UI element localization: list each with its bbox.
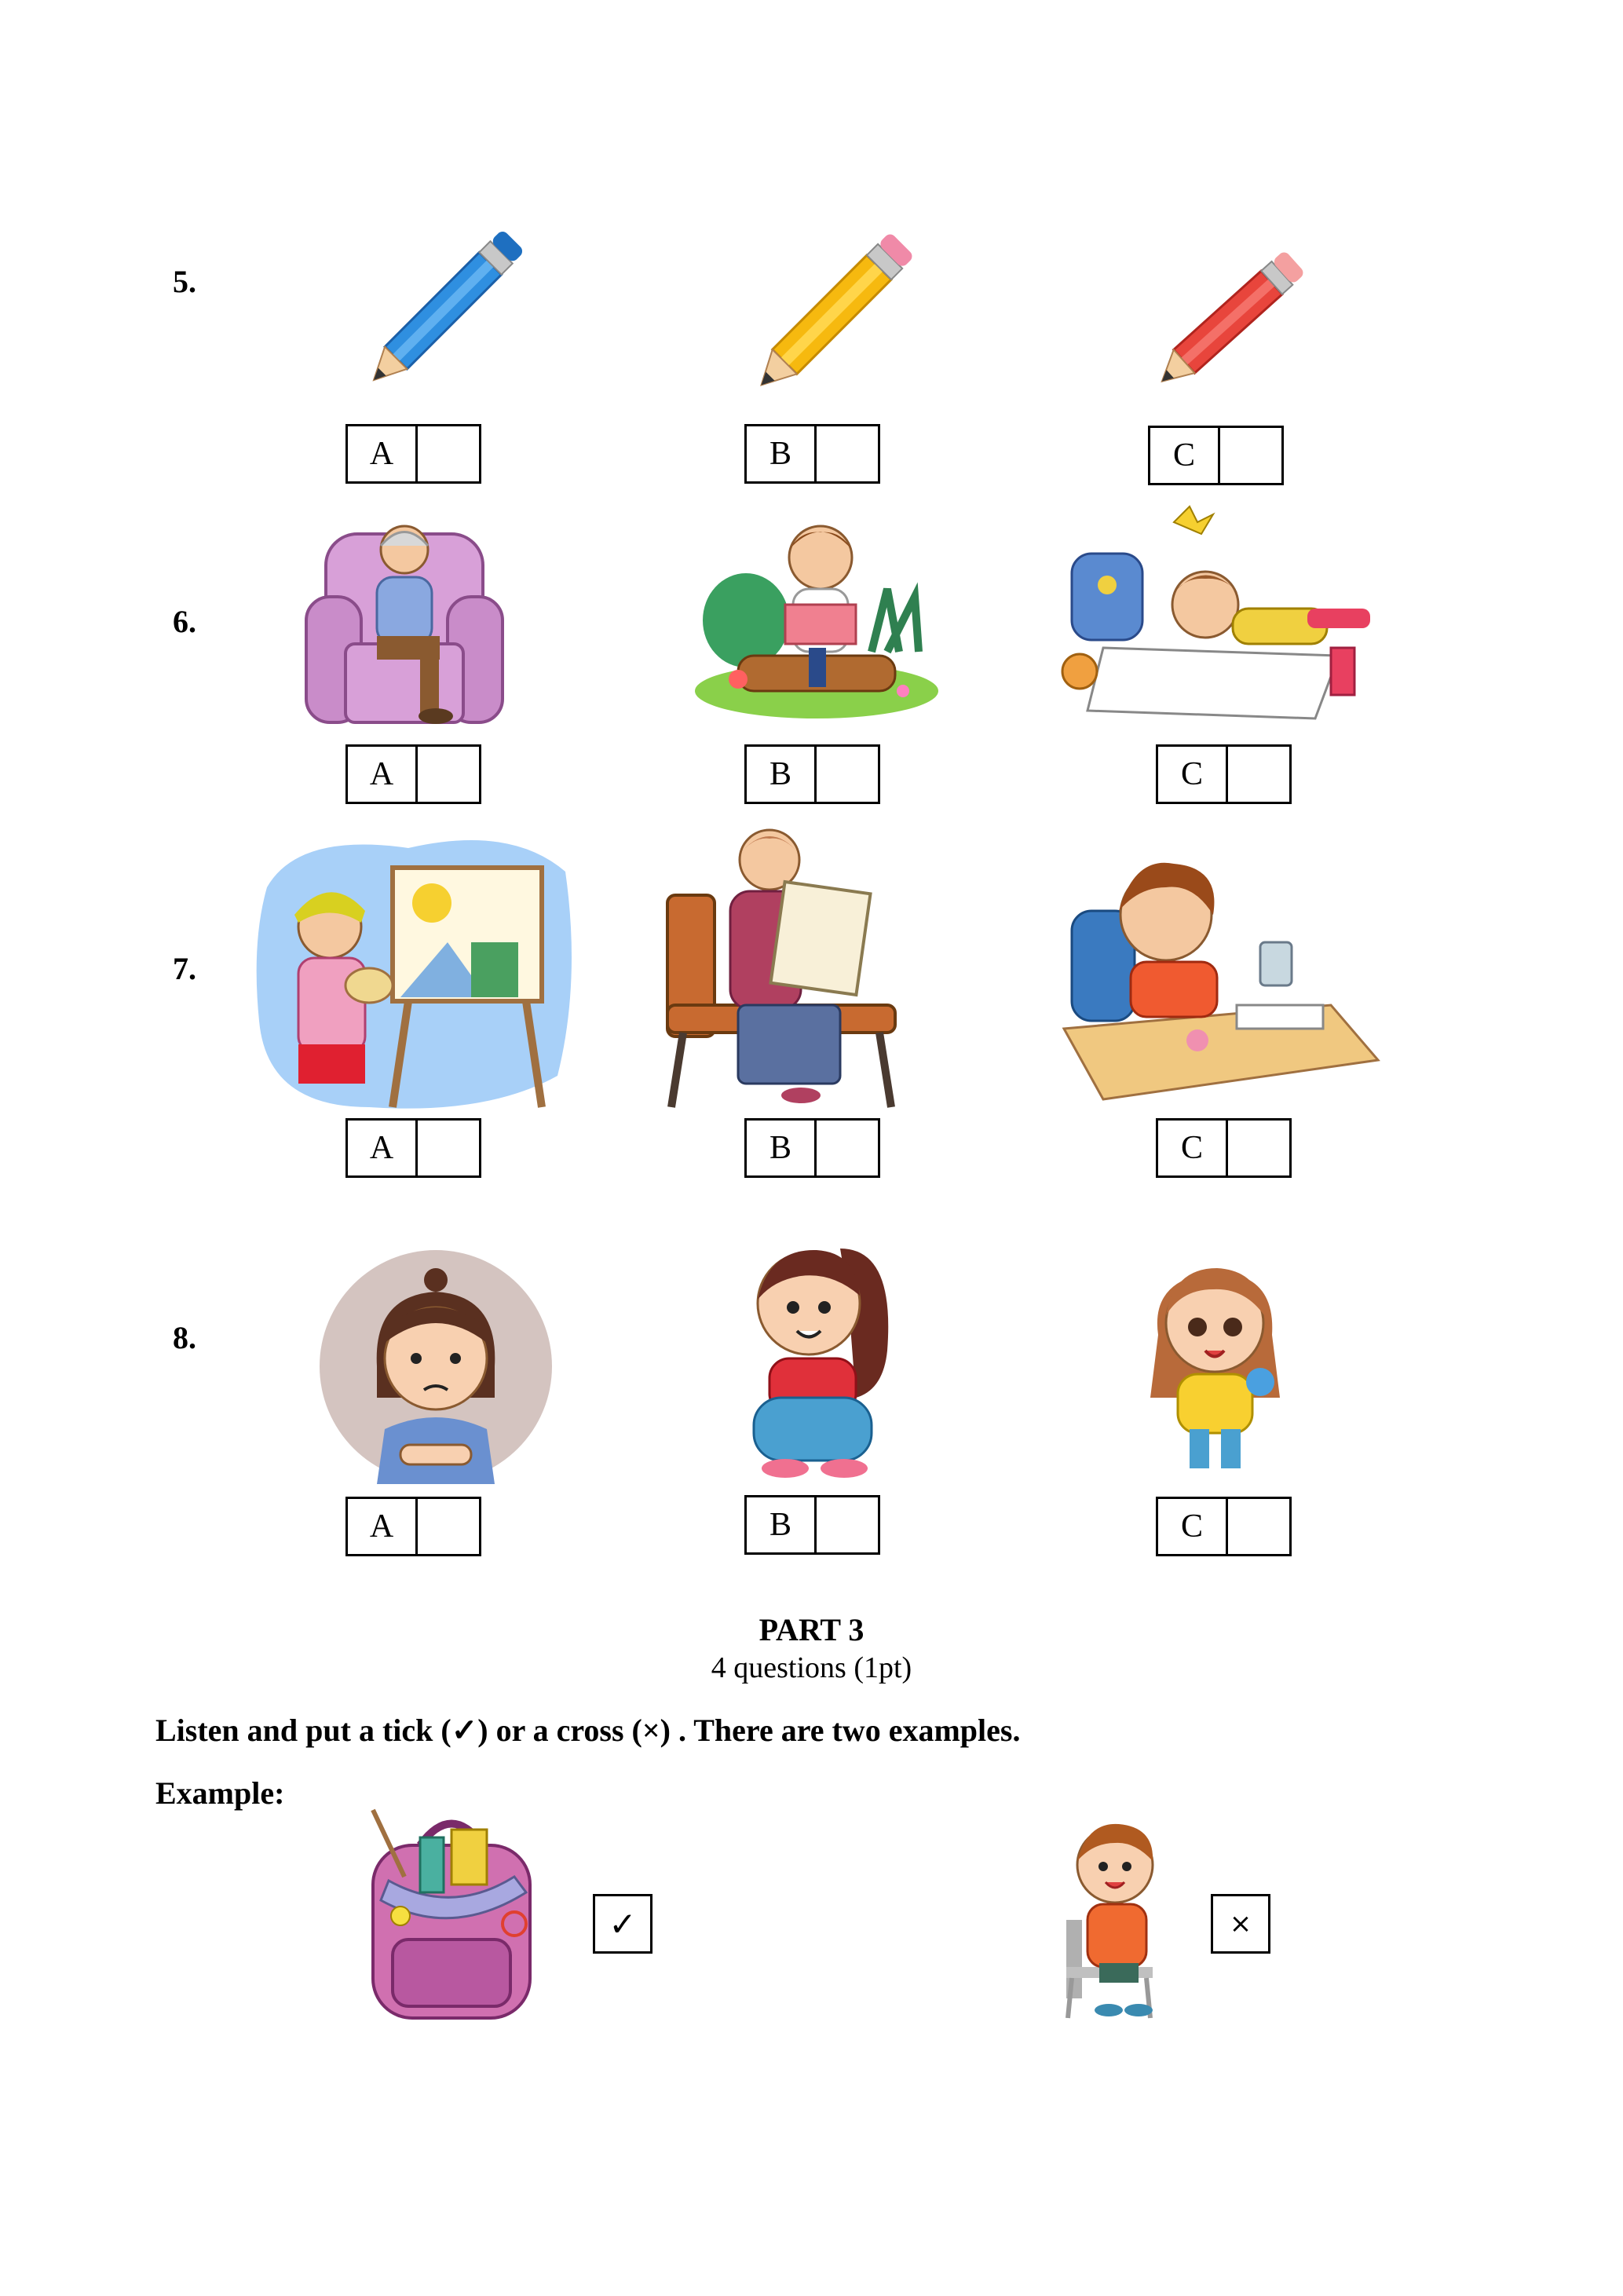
example-1-mark-box[interactable]: ✓	[593, 1894, 652, 1954]
sad-girl-icon	[318, 1249, 554, 1484]
girl-painting-easel-icon	[251, 824, 581, 1115]
question-5-option-a[interactable]	[345, 424, 481, 484]
question-6-number: 6.	[173, 604, 196, 639]
question-7-number: 7.	[173, 951, 196, 986]
answer-box[interactable]	[1228, 747, 1289, 802]
question-7-option-a[interactable]	[345, 1118, 481, 1178]
option-label: A	[348, 426, 418, 481]
pencil-blue-icon	[357, 216, 546, 389]
answer-box[interactable]	[817, 1121, 878, 1175]
question-8-option-a[interactable]	[345, 1497, 481, 1556]
boy-drawing-desk-icon	[1056, 848, 1386, 1107]
option-label: B	[747, 1497, 817, 1552]
answer-box[interactable]	[1220, 428, 1281, 483]
answer-box[interactable]	[1228, 1121, 1289, 1175]
option-label: A	[348, 1499, 418, 1554]
question-6-option-c[interactable]	[1156, 744, 1292, 804]
option-label: B	[747, 747, 817, 802]
answer-box[interactable]	[1228, 1499, 1289, 1554]
part-3-title: PART 3	[758, 1612, 865, 1647]
question-8-option-b[interactable]	[744, 1495, 880, 1555]
answer-box[interactable]	[817, 747, 878, 802]
question-7-option-b[interactable]	[744, 1118, 880, 1178]
example-label: Example:	[155, 1775, 285, 1811]
option-label: C	[1158, 747, 1228, 802]
grandfather-armchair-icon	[302, 510, 506, 730]
pencil-yellow-icon	[746, 220, 934, 393]
option-label: B	[747, 426, 817, 481]
example-2-mark-box[interactable]: ×	[1211, 1894, 1270, 1954]
option-label: A	[348, 747, 418, 802]
option-label: C	[1158, 1499, 1228, 1554]
question-7-option-c[interactable]	[1156, 1118, 1292, 1178]
question-5-option-c[interactable]	[1148, 426, 1284, 485]
question-6-option-b[interactable]	[744, 744, 880, 804]
option-label: C	[1150, 428, 1220, 483]
boy-reading-icon	[691, 510, 942, 722]
answer-box[interactable]	[418, 426, 479, 481]
question-5-number: 5.	[173, 264, 196, 299]
answer-box[interactable]	[817, 1497, 878, 1552]
pencil-red-icon	[1150, 236, 1323, 393]
part-3-instruction: Listen and put a tick (✓) or a cross (×) . There are two examples.	[155, 1713, 1021, 1748]
question-8-option-c[interactable]	[1156, 1497, 1292, 1556]
answer-box[interactable]	[418, 1121, 479, 1175]
backpack-icon	[357, 1806, 546, 2026]
girl-flower-icon	[1127, 1241, 1307, 1476]
option-label: B	[747, 1121, 817, 1175]
option-label: C	[1158, 1121, 1228, 1175]
question-6-option-a[interactable]	[345, 744, 481, 804]
answer-box[interactable]	[418, 747, 479, 802]
answer-box[interactable]	[418, 1499, 479, 1554]
boy-chair-icon	[1044, 1818, 1170, 2022]
girl-sitting-icon	[730, 1233, 903, 1484]
woman-newspaper-icon	[660, 817, 911, 1115]
part-3-subtitle: 4 questions (1pt)	[711, 1651, 912, 1684]
option-label: A	[348, 1121, 418, 1175]
question-5-option-b[interactable]	[744, 424, 880, 484]
answer-box[interactable]	[817, 426, 878, 481]
girl-drawing-floor-icon	[1056, 491, 1386, 726]
question-8-number: 8.	[173, 1320, 196, 1355]
